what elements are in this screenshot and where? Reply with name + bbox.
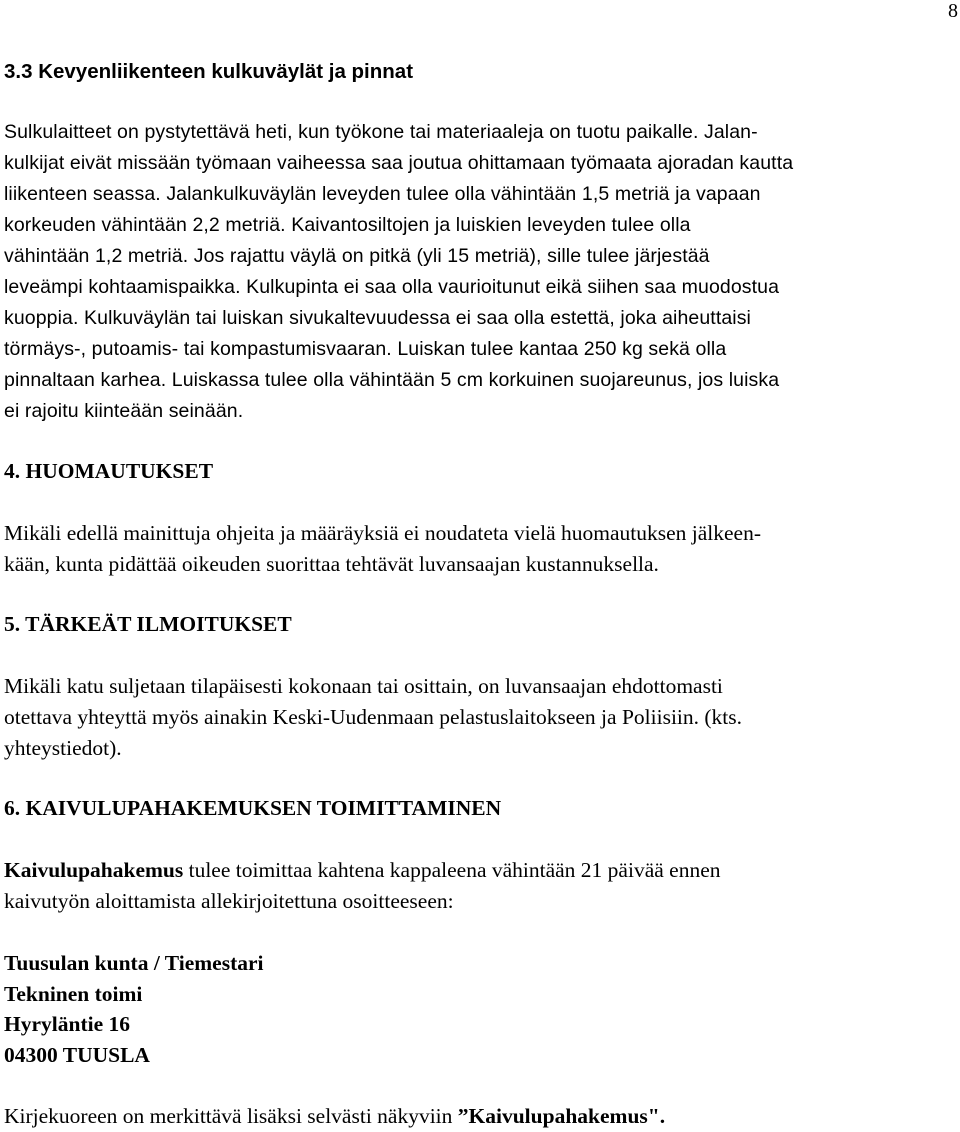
paragraph-line: Mikäli edellä mainittuja ohjeita ja määräyksiä ei noudateta vielä huomautuksen jälkeen- [4, 521, 762, 545]
paragraph-line [4, 855, 954, 886]
paragraph-line: yhteystiedot). [4, 736, 122, 760]
section-3-3-heading: 3.3 Kevyenliikenteen kulkuväylät ja pinnat [4, 60, 414, 83]
paragraph-line: liikenteen seassa. Jalankulkuväylän leveyden tulee olla vähintään 1,5 metriä ja vapaan [4, 183, 761, 205]
section-6-intro [4, 855, 954, 917]
page-number: 8 [948, 0, 958, 22]
paragraph-line: Sulkulaitteet on pystytettävä heti, kun työkone tai materiaaleja on tuotu paikalle. Jalan- [4, 121, 758, 143]
paragraph-line [4, 1101, 954, 1132]
paragraph-line: Mikäli katu suljetaan tilapäisesti kokonaan tai osittain, on luvansaajan ehdottomasti [4, 674, 723, 698]
paragraph-line: pinnaltaan karhea. Luiskassa tulee olla vähintään 5 cm korkuinen suojareunus, jos luiska [4, 369, 780, 391]
address-line: 04300 TUUSLA [4, 1042, 150, 1067]
paragraph-line: kuoppia. Kulkuväylän tai luiskan sivukaltevuudessa ei saa olla estettä, joka aiheuttaisi [4, 307, 751, 329]
paragraph-line: korkeuden vähintään 2,2 metriä. Kaivantosiltojen ja luiskien leveyden tulee olla [4, 214, 691, 236]
section-4-heading: 4. HUOMAUTUKSET [4, 459, 214, 483]
address-line: Tekninen toimi [4, 981, 143, 1006]
envelope-text: Kirjekuoreen on merkittävä lisäksi selvästi näkyviin [4, 1104, 458, 1128]
paragraph-line: kaivutyön aloittamista allekirjoitettuna osoitteeseen: [4, 889, 454, 913]
section-5-paragraph [4, 671, 954, 764]
section-6-heading: 6. KAIVULUPAHAKEMUKSEN TOIMITTAMINEN [4, 796, 502, 820]
paragraph-line: vähintään 1,2 metriä. Jos rajattu väylä on pitkä (yli 15 metriä), sille tulee järjestää [4, 245, 710, 267]
section-5-heading: 5. TÄRKEÄT ILMOITUKSET [4, 612, 292, 636]
document-body [4, 57, 954, 1132]
application-name: Kaivulupahakemus [4, 858, 184, 882]
section-4-paragraph [4, 518, 954, 580]
paragraph-line: otettava yhteyttä myös ainakin Keski-Uudenmaan pelastuslaitokseen ja Poliisiin. (kts. [4, 705, 743, 729]
postal-address [4, 948, 954, 1070]
paragraph-line: ei rajoitu kiinteään seinään. [4, 400, 244, 422]
envelope-instruction [4, 1101, 954, 1132]
paragraph-line: leveämpi kohtaamispaikka. Kulkupinta ei saa olla vaurioitunut eikä siihen saa muodostua [4, 276, 780, 298]
paragraph-line: törmäys-, putoamis- tai kompastumisvaaran. Luiskan tulee kantaa 250 kg sekä olla [4, 338, 727, 360]
address-line: Hyryläntie 16 [4, 1012, 130, 1036]
intro-text: tulee toimittaa kahtena kappaleena vähintään 21 päivää ennen [183, 858, 721, 882]
envelope-marking: ”Kaivulupahakemus". [457, 1104, 666, 1128]
paragraph-line: kään, kunta pidättää oikeuden suorittaa tehtävät luvansaajan kustannuksella. [4, 552, 659, 576]
section-3-3-paragraph [4, 117, 954, 427]
address-line: Tuusulan kunta / Tiemestari [4, 951, 264, 975]
paragraph-line: kulkijat eivät missään työmaan vaiheessa saa joutua ohittamaan työmaata ajoradan kautta [4, 152, 794, 174]
